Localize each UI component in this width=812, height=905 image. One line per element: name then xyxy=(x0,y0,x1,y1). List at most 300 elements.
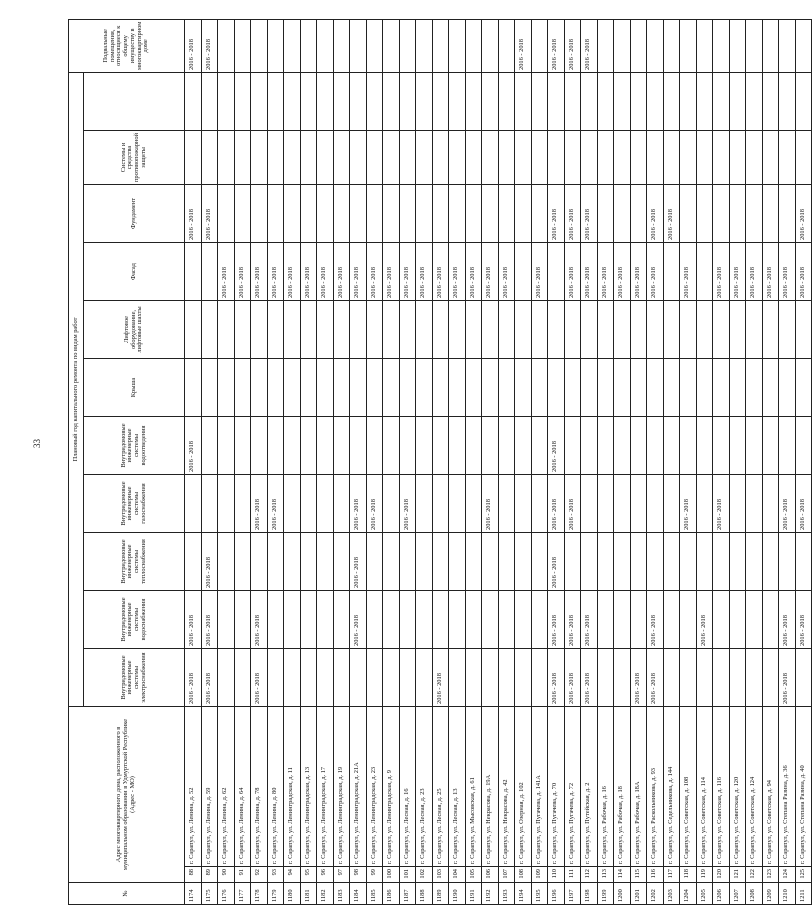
table-row xyxy=(630,19,647,904)
row-index: 118 xyxy=(680,867,697,883)
cell-year xyxy=(729,533,746,591)
cell-year xyxy=(597,19,614,72)
cell-year xyxy=(779,533,796,591)
row-index: 104 xyxy=(449,867,466,883)
row-number: 1208 xyxy=(746,883,763,905)
table-row xyxy=(201,19,218,904)
cell-year xyxy=(284,301,301,359)
cell-year xyxy=(663,243,680,301)
cell-year xyxy=(564,301,581,359)
cell-year xyxy=(762,130,779,184)
cell-year xyxy=(531,591,548,649)
cell-year: 2016 - 2018 xyxy=(614,243,631,301)
cell-year xyxy=(762,301,779,359)
cell-spacer xyxy=(333,72,350,130)
row-address: г. Сарапул, ул. Лесная, д. 25 xyxy=(432,707,449,867)
cell-year xyxy=(383,533,400,591)
cell-year xyxy=(185,130,202,184)
cell-year xyxy=(333,591,350,649)
cell-year xyxy=(416,130,433,184)
row-address: г. Сарапул, ул. Некрасова, д. 19А xyxy=(482,707,499,867)
cell-year xyxy=(564,359,581,417)
cell-year xyxy=(234,649,251,707)
row-index: 116 xyxy=(647,867,664,883)
cell-year xyxy=(366,301,383,359)
row-address: г. Сарапул, ул. Ленина, д. 59 xyxy=(201,707,218,867)
table-row xyxy=(548,19,565,904)
cell-year xyxy=(647,475,664,533)
row-number: 1201 xyxy=(630,883,647,905)
cell-year xyxy=(482,130,499,184)
cell-year xyxy=(218,591,235,649)
header-col-3: Внутридомовые инженерные системы теплоснабжения xyxy=(84,533,185,591)
header-col-5: Внутридомовые инженерные системы водоотведения xyxy=(84,417,185,475)
cell-year xyxy=(284,130,301,184)
cell-year xyxy=(581,417,598,475)
table-row xyxy=(267,19,284,904)
cell-spacer xyxy=(614,72,631,130)
cell-year xyxy=(416,359,433,417)
cell-year xyxy=(713,591,730,649)
row-number: 1211 xyxy=(795,883,812,905)
cell-year xyxy=(515,591,532,649)
cell-year xyxy=(713,19,730,72)
cell-year xyxy=(284,19,301,72)
cell-year xyxy=(333,185,350,243)
cell-year xyxy=(696,649,713,707)
cell-year xyxy=(300,591,317,649)
cell-year xyxy=(465,475,482,533)
cell-spacer xyxy=(482,72,499,130)
cell-year xyxy=(482,185,499,243)
cell-year xyxy=(465,649,482,707)
row-index: 102 xyxy=(416,867,433,883)
cell-year xyxy=(482,301,499,359)
cell-year xyxy=(218,475,235,533)
cell-year: 2016 - 2018 xyxy=(564,475,581,533)
cell-year xyxy=(284,417,301,475)
cell-year xyxy=(746,649,763,707)
row-index: 103 xyxy=(432,867,449,883)
row-index: 124 xyxy=(779,867,796,883)
header-col-8: Фасад xyxy=(84,243,185,301)
cell-year xyxy=(234,417,251,475)
cell-year xyxy=(267,301,284,359)
cell-year xyxy=(647,301,664,359)
cell-year xyxy=(696,243,713,301)
row-number: 1202 xyxy=(647,883,664,905)
cell-year xyxy=(317,130,334,184)
row-index: 91 xyxy=(234,867,251,883)
row-address: г. Сарапул, ул. Некрасова, д. 42 xyxy=(498,707,515,867)
cell-year xyxy=(614,475,631,533)
cell-year xyxy=(416,475,433,533)
cell-year xyxy=(746,130,763,184)
row-index: 110 xyxy=(548,867,565,883)
cell-year: 2016 - 2018 xyxy=(350,591,367,649)
cell-year xyxy=(581,533,598,591)
row-index: 107 xyxy=(498,867,515,883)
cell-year xyxy=(449,475,466,533)
row-address: г. Сарапул, ул. Мысовская, д. 61 xyxy=(465,707,482,867)
cell-year xyxy=(399,359,416,417)
cell-year: 2016 - 2018 xyxy=(201,185,218,243)
cell-year xyxy=(383,475,400,533)
row-number: 1207 xyxy=(729,883,746,905)
cell-year xyxy=(647,130,664,184)
cell-year xyxy=(234,533,251,591)
row-address: г. Сарапул, ул. Ленина, д. 80 xyxy=(267,707,284,867)
table-row xyxy=(680,19,697,904)
cell-year xyxy=(581,130,598,184)
cell-spacer xyxy=(350,72,367,130)
cell-year: 2016 - 2018 xyxy=(366,243,383,301)
row-address: г. Сарапул, ул. Лесная, д. 23 xyxy=(416,707,433,867)
cell-year xyxy=(795,130,812,184)
cell-year xyxy=(333,359,350,417)
cell-year xyxy=(267,185,284,243)
row-number: 1194 xyxy=(515,883,532,905)
cell-year xyxy=(218,185,235,243)
cell-year xyxy=(218,19,235,72)
cell-year xyxy=(663,130,680,184)
cell-year xyxy=(317,301,334,359)
cell-year xyxy=(317,649,334,707)
cell-year xyxy=(465,533,482,591)
cell-year xyxy=(630,475,647,533)
cell-year xyxy=(779,301,796,359)
cell-year xyxy=(630,301,647,359)
cell-year xyxy=(498,591,515,649)
cell-year xyxy=(350,649,367,707)
cell-year xyxy=(630,130,647,184)
cell-year: 2016 - 2018 xyxy=(779,591,796,649)
row-number: 1174 xyxy=(185,883,202,905)
cell-year xyxy=(614,591,631,649)
cell-spacer xyxy=(366,72,383,130)
cell-year xyxy=(218,649,235,707)
cell-year xyxy=(449,417,466,475)
cell-year: 2016 - 2018 xyxy=(713,243,730,301)
cell-year xyxy=(267,130,284,184)
row-index: 115 xyxy=(630,867,647,883)
cell-year xyxy=(366,533,383,591)
cell-year xyxy=(284,649,301,707)
row-index: 100 xyxy=(383,867,400,883)
cell-year xyxy=(465,417,482,475)
cell-year xyxy=(515,130,532,184)
row-address: г. Сарапул, ул. Пугачева, д. 72 xyxy=(564,707,581,867)
cell-year xyxy=(399,417,416,475)
cell-spacer xyxy=(498,72,515,130)
cell-year xyxy=(201,417,218,475)
cell-year xyxy=(350,185,367,243)
cell-year xyxy=(531,417,548,475)
table-row xyxy=(432,19,449,904)
cell-year xyxy=(515,359,532,417)
cell-year xyxy=(696,533,713,591)
cell-year xyxy=(383,649,400,707)
cell-year xyxy=(366,417,383,475)
row-number: 1195 xyxy=(531,883,548,905)
header-col-10: Системы и средства противопожарной защиты xyxy=(84,130,185,184)
cell-year xyxy=(416,533,433,591)
row-number: 1209 xyxy=(762,883,779,905)
cell-year: 2016 - 2018 xyxy=(581,243,598,301)
table-row xyxy=(729,19,746,904)
cell-year xyxy=(548,359,565,417)
row-number: 1199 xyxy=(597,883,614,905)
cell-year xyxy=(713,533,730,591)
cell-year xyxy=(630,417,647,475)
row-index: 93 xyxy=(267,867,284,883)
cell-spacer xyxy=(465,72,482,130)
cell-year xyxy=(614,19,631,72)
cell-year xyxy=(498,301,515,359)
cell-year xyxy=(729,301,746,359)
cell-spacer xyxy=(630,72,647,130)
cell-year xyxy=(498,19,515,72)
row-address: г. Сарапул, ул. Советская, д. 114 xyxy=(696,707,713,867)
cell-year xyxy=(317,185,334,243)
row-index: 112 xyxy=(581,867,598,883)
cell-year: 2016 - 2018 xyxy=(350,475,367,533)
table-row xyxy=(696,19,713,904)
cell-spacer xyxy=(548,72,565,130)
cell-year xyxy=(432,533,449,591)
cell-year xyxy=(680,185,697,243)
row-index: 96 xyxy=(317,867,334,883)
table-row xyxy=(350,19,367,904)
cell-year: 2016 - 2018 xyxy=(251,591,268,649)
table-row xyxy=(515,19,532,904)
cell-year: 2016 - 2018 xyxy=(185,185,202,243)
cell-year: 2016 - 2018 xyxy=(564,185,581,243)
cell-year: 2016 - 2018 xyxy=(449,243,466,301)
cell-year: 2016 - 2018 xyxy=(762,243,779,301)
row-number: 1182 xyxy=(317,883,334,905)
cell-year xyxy=(284,359,301,417)
cell-year xyxy=(762,417,779,475)
cell-year xyxy=(300,417,317,475)
row-address: г. Сарапул, ул. Степана Разина, д. 40 xyxy=(795,707,812,867)
row-address: г. Сарапул, ул. Ленинградская, д. 23 xyxy=(366,707,383,867)
header-group-title: Плановый год капитального ремонта по видам работ xyxy=(69,72,84,706)
table-body xyxy=(185,19,812,904)
cell-year xyxy=(729,417,746,475)
cell-year xyxy=(647,359,664,417)
cell-year: 2016 - 2018 xyxy=(779,475,796,533)
cell-spacer xyxy=(564,72,581,130)
row-number: 1200 xyxy=(614,883,631,905)
cell-year xyxy=(746,301,763,359)
cell-spacer xyxy=(531,72,548,130)
cell-year xyxy=(531,130,548,184)
table-row xyxy=(482,19,499,904)
cell-year: 2016 - 2018 xyxy=(498,243,515,301)
row-number: 1204 xyxy=(680,883,697,905)
cell-year xyxy=(795,359,812,417)
cell-spacer xyxy=(317,72,334,130)
cell-year xyxy=(317,19,334,72)
cell-year: 2016 - 2018 xyxy=(696,591,713,649)
cell-year xyxy=(779,417,796,475)
cell-year xyxy=(449,130,466,184)
cell-year: 2016 - 2018 xyxy=(432,649,449,707)
cell-year xyxy=(531,301,548,359)
cell-year xyxy=(465,591,482,649)
cell-year: 2016 - 2018 xyxy=(333,243,350,301)
cell-year: 2016 - 2018 xyxy=(201,649,218,707)
cell-year xyxy=(498,417,515,475)
cell-year xyxy=(267,417,284,475)
row-address: г. Сарапул, ул. Седельникова, д. 144 xyxy=(663,707,680,867)
cell-year xyxy=(383,130,400,184)
cell-year xyxy=(729,649,746,707)
table-row xyxy=(185,19,202,904)
cell-year xyxy=(234,130,251,184)
cell-year: 2016 - 2018 xyxy=(251,243,268,301)
cell-year: 2016 - 2018 xyxy=(647,185,664,243)
cell-year xyxy=(416,591,433,649)
row-address: г. Сарапул, ул. Ленинградская, д. 9 xyxy=(383,707,400,867)
cell-year: 2016 - 2018 xyxy=(564,591,581,649)
cell-year xyxy=(201,130,218,184)
table-row xyxy=(498,19,515,904)
cell-spacer xyxy=(515,72,532,130)
cell-year xyxy=(630,19,647,72)
cell-year xyxy=(779,130,796,184)
cell-year xyxy=(729,475,746,533)
cell-year xyxy=(581,475,598,533)
table-row xyxy=(234,19,251,904)
row-address: г. Сарапул, ул. Ленинградская, д. 13 xyxy=(300,707,317,867)
table-row xyxy=(465,19,482,904)
cell-year xyxy=(449,301,466,359)
cell-year xyxy=(449,359,466,417)
table-row xyxy=(449,19,466,904)
cell-year xyxy=(680,533,697,591)
cell-year: 2016 - 2018 xyxy=(251,475,268,533)
row-address: г. Сарапул, ул. Ленина, д. 78 xyxy=(251,707,268,867)
cell-year: 2016 - 2018 xyxy=(251,649,268,707)
cell-year xyxy=(399,533,416,591)
cell-year xyxy=(185,359,202,417)
cell-year xyxy=(251,359,268,417)
cell-year xyxy=(564,130,581,184)
row-number: 1177 xyxy=(234,883,251,905)
cell-spacer xyxy=(383,72,400,130)
cell-year xyxy=(300,301,317,359)
cell-spacer xyxy=(746,72,763,130)
cell-year xyxy=(713,130,730,184)
cell-year xyxy=(614,359,631,417)
cell-year xyxy=(432,19,449,72)
table-row xyxy=(366,19,383,904)
header-address: Адрес многоквартирного дома, расположенного в муниципальном образовании в Удмуртской Республике (Адрес - МО) xyxy=(69,707,185,883)
cell-year xyxy=(350,130,367,184)
cell-year xyxy=(284,475,301,533)
cell-year xyxy=(251,130,268,184)
row-index: 123 xyxy=(762,867,779,883)
cell-year xyxy=(416,649,433,707)
cell-year xyxy=(350,301,367,359)
table-row xyxy=(762,19,779,904)
table-row xyxy=(614,19,631,904)
cell-year: 2016 - 2018 xyxy=(795,185,812,243)
row-address: г. Сарапул, ул. Рабочая, д. 16 xyxy=(597,707,614,867)
cell-year xyxy=(663,19,680,72)
cell-year: 2016 - 2018 xyxy=(729,243,746,301)
row-index: 90 xyxy=(218,867,235,883)
table-row xyxy=(564,19,581,904)
cell-year xyxy=(432,417,449,475)
table-row xyxy=(284,19,301,904)
row-address: г. Сарапул, ул. Ленина, д. 64 xyxy=(234,707,251,867)
row-index: 125 xyxy=(795,867,812,883)
cell-year xyxy=(564,533,581,591)
cell-year xyxy=(597,649,614,707)
row-address: г. Сарапул, ул. Лесная, д. 16 xyxy=(399,707,416,867)
cell-year xyxy=(482,359,499,417)
cell-year xyxy=(333,475,350,533)
cell-year xyxy=(234,359,251,417)
cell-year xyxy=(663,359,680,417)
cell-year: 2016 - 2018 xyxy=(647,243,664,301)
cell-year xyxy=(251,417,268,475)
cell-year xyxy=(432,475,449,533)
cell-year xyxy=(746,533,763,591)
cell-year: 2016 - 2018 xyxy=(795,591,812,649)
cell-year: 2016 - 2018 xyxy=(779,649,796,707)
cell-year: 2016 - 2018 xyxy=(531,243,548,301)
cell-year: 2016 - 2018 xyxy=(201,533,218,591)
cell-year xyxy=(680,359,697,417)
row-address: г. Сарапул, ул. Степана Разина, д. 36 xyxy=(779,707,796,867)
cell-year xyxy=(663,591,680,649)
row-number: 1191 xyxy=(465,883,482,905)
cell-year: 2016 - 2018 xyxy=(399,243,416,301)
row-address: г. Сарапул, ул. Пугачева, д. 70 xyxy=(548,707,565,867)
row-address: г. Сарапул, ул. Ленина, д. 52 xyxy=(185,707,202,867)
cell-year xyxy=(762,649,779,707)
cell-year xyxy=(482,533,499,591)
header-col-11: Подвальные помещения, относящиеся к общему имуществу в многоквартирном доме xyxy=(69,19,185,72)
cell-year xyxy=(185,533,202,591)
row-index: 121 xyxy=(729,867,746,883)
row-number: 1192 xyxy=(482,883,499,905)
table-row xyxy=(663,19,680,904)
cell-year: 2016 - 2018 xyxy=(218,243,235,301)
cell-year: 2016 - 2018 xyxy=(399,475,416,533)
table-row xyxy=(383,19,400,904)
table-row xyxy=(795,19,812,904)
header-col-7: Лифтовое оборудование, лифтовые шахты xyxy=(84,301,185,359)
cell-year xyxy=(300,475,317,533)
cell-year xyxy=(234,591,251,649)
table-row xyxy=(779,19,796,904)
row-number: 1210 xyxy=(779,883,796,905)
cell-spacer xyxy=(284,72,301,130)
row-address: г. Сарапул, ул. Лесная, д. 13 xyxy=(449,707,466,867)
row-index: 113 xyxy=(597,867,614,883)
cell-spacer xyxy=(597,72,614,130)
table-row xyxy=(300,19,317,904)
cell-year xyxy=(746,185,763,243)
cell-year xyxy=(416,417,433,475)
cell-year xyxy=(465,359,482,417)
row-index: 114 xyxy=(614,867,631,883)
